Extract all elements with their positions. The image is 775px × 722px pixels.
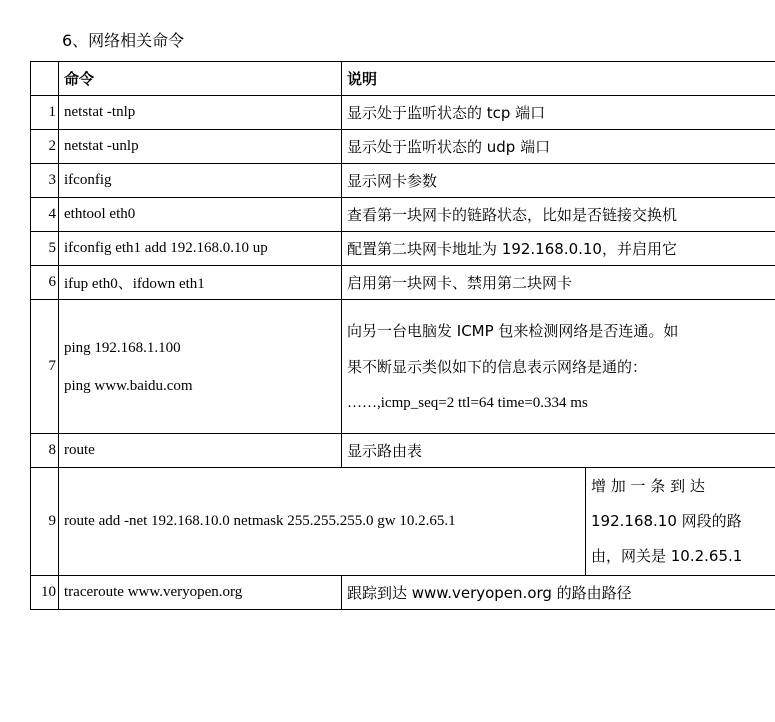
- table-row: [31, 232, 775, 266]
- command-cell: route add -net 192.168.10.0 netmask 255.255.255.0 gw 10.2.65.1: [59, 468, 586, 576]
- command-line: ping www.baidu.com: [64, 377, 193, 394]
- description-line: ……,icmp_seq=2 ttl=64 time=0.334 ms: [347, 394, 588, 411]
- description-cell: [342, 300, 775, 434]
- description-cell: 显示处于监听状态的 tcp 端口: [342, 96, 775, 130]
- command-line: ping 192.168.1.100: [64, 339, 181, 356]
- command-cell: ethtool eth0: [59, 198, 342, 232]
- description-line: 192.168.10 网段的路: [591, 512, 742, 530]
- table-row: [31, 130, 775, 164]
- description-cell: 启用第一块网卡、禁用第二块网卡: [342, 266, 775, 300]
- network-commands-table: [30, 61, 775, 610]
- row-number: 7: [31, 300, 59, 434]
- row-number: 9: [31, 468, 59, 576]
- section-title: 6、网络相关命令: [62, 31, 185, 50]
- description-cell: [586, 468, 775, 576]
- row-number: 4: [31, 198, 59, 232]
- command-cell: ifconfig: [59, 164, 342, 198]
- table-row: [31, 266, 775, 300]
- row-number: 10: [31, 576, 59, 610]
- row-number: 6: [31, 266, 59, 300]
- table-row: [31, 468, 775, 576]
- row-number: 8: [31, 434, 59, 468]
- table-row: [31, 434, 775, 468]
- description-cell: 跟踪到达 www.veryopen.org 的路由路径: [342, 576, 775, 610]
- description-cell: 配置第二块网卡地址为 192.168.0.10，并启用它: [342, 232, 775, 266]
- description-line: 增 加 一 条 到 达: [591, 477, 705, 495]
- table-row: [31, 96, 775, 130]
- table-row: [31, 300, 775, 434]
- row-number: 1: [31, 96, 59, 130]
- command-cell: netstat -tnlp: [59, 96, 342, 130]
- description-cell: 显示路由表: [342, 434, 775, 468]
- command-cell: ifconfig eth1 add 192.168.0.10 up: [59, 232, 342, 266]
- command-cell: traceroute www.veryopen.org: [59, 576, 342, 610]
- command-cell: [59, 300, 342, 434]
- table-row: [31, 198, 775, 232]
- description-line: 向另一台电脑发 ICMP 包来检测网络是否连通。如: [347, 321, 679, 340]
- header-description: 说明: [342, 62, 775, 96]
- table-row: [31, 576, 775, 610]
- row-number: 2: [31, 130, 59, 164]
- description-cell: 显示处于监听状态的 udp 端口: [342, 130, 775, 164]
- description-line: 果不断显示类似如下的信息表示网络是通的：: [347, 357, 648, 376]
- description-cell: 查看第一块网卡的链路状态，比如是否链接交换机: [342, 198, 775, 232]
- header-num: [31, 62, 59, 96]
- description-line: 由，网关是 10.2.65.1: [591, 547, 743, 565]
- command-cell: netstat -unlp: [59, 130, 342, 164]
- table-row: [31, 164, 775, 198]
- command-cell: route: [59, 434, 342, 468]
- description-cell: 显示网卡参数: [342, 164, 775, 198]
- table-header-row: [31, 62, 775, 96]
- command-cell: ifup eth0、ifdown eth1: [59, 266, 342, 300]
- row-number: 5: [31, 232, 59, 266]
- row-number: 3: [31, 164, 59, 198]
- header-command: 命令: [59, 62, 342, 96]
